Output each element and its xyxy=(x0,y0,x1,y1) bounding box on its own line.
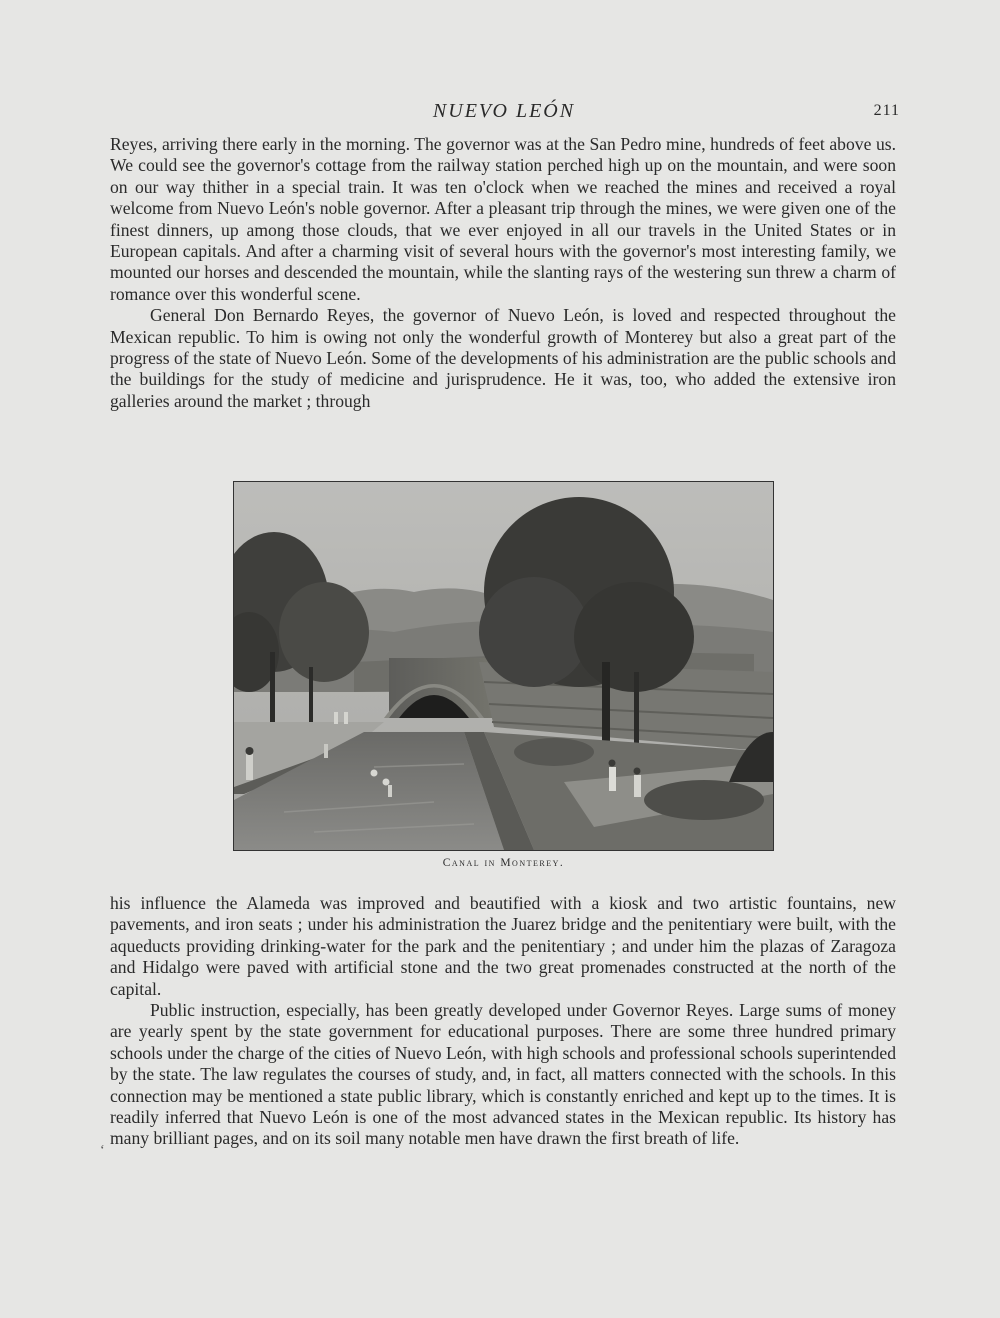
paragraph: General Don Bernardo Reyes, the governor of Nuevo León, is loved and respected throughout the Mexican republic. To him is owing not only the wonderful growth of Monterey but also a great part of the progress of the state of Nuevo León. Some of the developments of his administration are the public schools and the buildings for the study of medicine and jurisprudence. He it was, too, who added the extensive iron galleries around the market ; through xyxy=(110,305,896,411)
paragraph: Reyes, arriving there early in the morning. The governor was at the San Pedro mine, hundreds of feet above us. We could see the governor's cottage from the railway station perched high up on the mountain, and were soon on our way thither in a special train. It was ten o'clock when we reached the mines and received a royal welcome from Nuevo León's noble governor. After a pleasant trip through the mines, we were given one of the finest dinners, up among those clouds, that we ever enjoyed in all our travels in the United States or in European capitals. And after a charming visit of several hours with the governor's most interesting family, we mounted our horses and descended the mountain, while the slanting rays of the westering sun threw a charm of romance over this wonderful scene. xyxy=(110,134,896,304)
page-number: 211 xyxy=(873,102,900,119)
running-title: NUEVO LEÓN xyxy=(432,100,576,122)
body-text-bottom xyxy=(110,893,896,1150)
canal-photograph xyxy=(233,481,774,851)
paragraph: his influence the Alameda was improved and beautified with a kiosk and two artistic fountains, new pavements, and iron seats ; under his administration the Juarez bridge and the penitentiary were built, with the aqueducts providing drinking-water for the park and the penitentiary ; and under him the plazas of Zaragoza and Hidalgo were paved with artificial stone and the two great promenades constructed at the north of the capital. xyxy=(110,893,896,999)
running-head xyxy=(108,98,900,126)
margin-mark: ‘ xyxy=(100,1143,105,1158)
figure-caption: Canal in Monterey. xyxy=(442,857,565,869)
body-text-top xyxy=(110,134,896,412)
canal-photo-illustration xyxy=(234,482,773,850)
paragraph: Public instruction, especially, has been greatly developed under Governor Reyes. Large sums of money are yearly spent by the state government for educational purposes. There are some three hundred primary schools under the charge of the cities of Nuevo León, with high schools and professional schools superintended by the state. The law regulates the courses of study, and, in fact, all matters connected with the schools. In this connection may be mentioned a state public library, which is constantly enriched and kept up to the times. It is readily inferred that Nuevo León is one of the most advanced states in the Mexican republic. Its history has many brilliant pages, and on its soil many notable men have drawn the first breath of life. xyxy=(110,1000,896,1149)
